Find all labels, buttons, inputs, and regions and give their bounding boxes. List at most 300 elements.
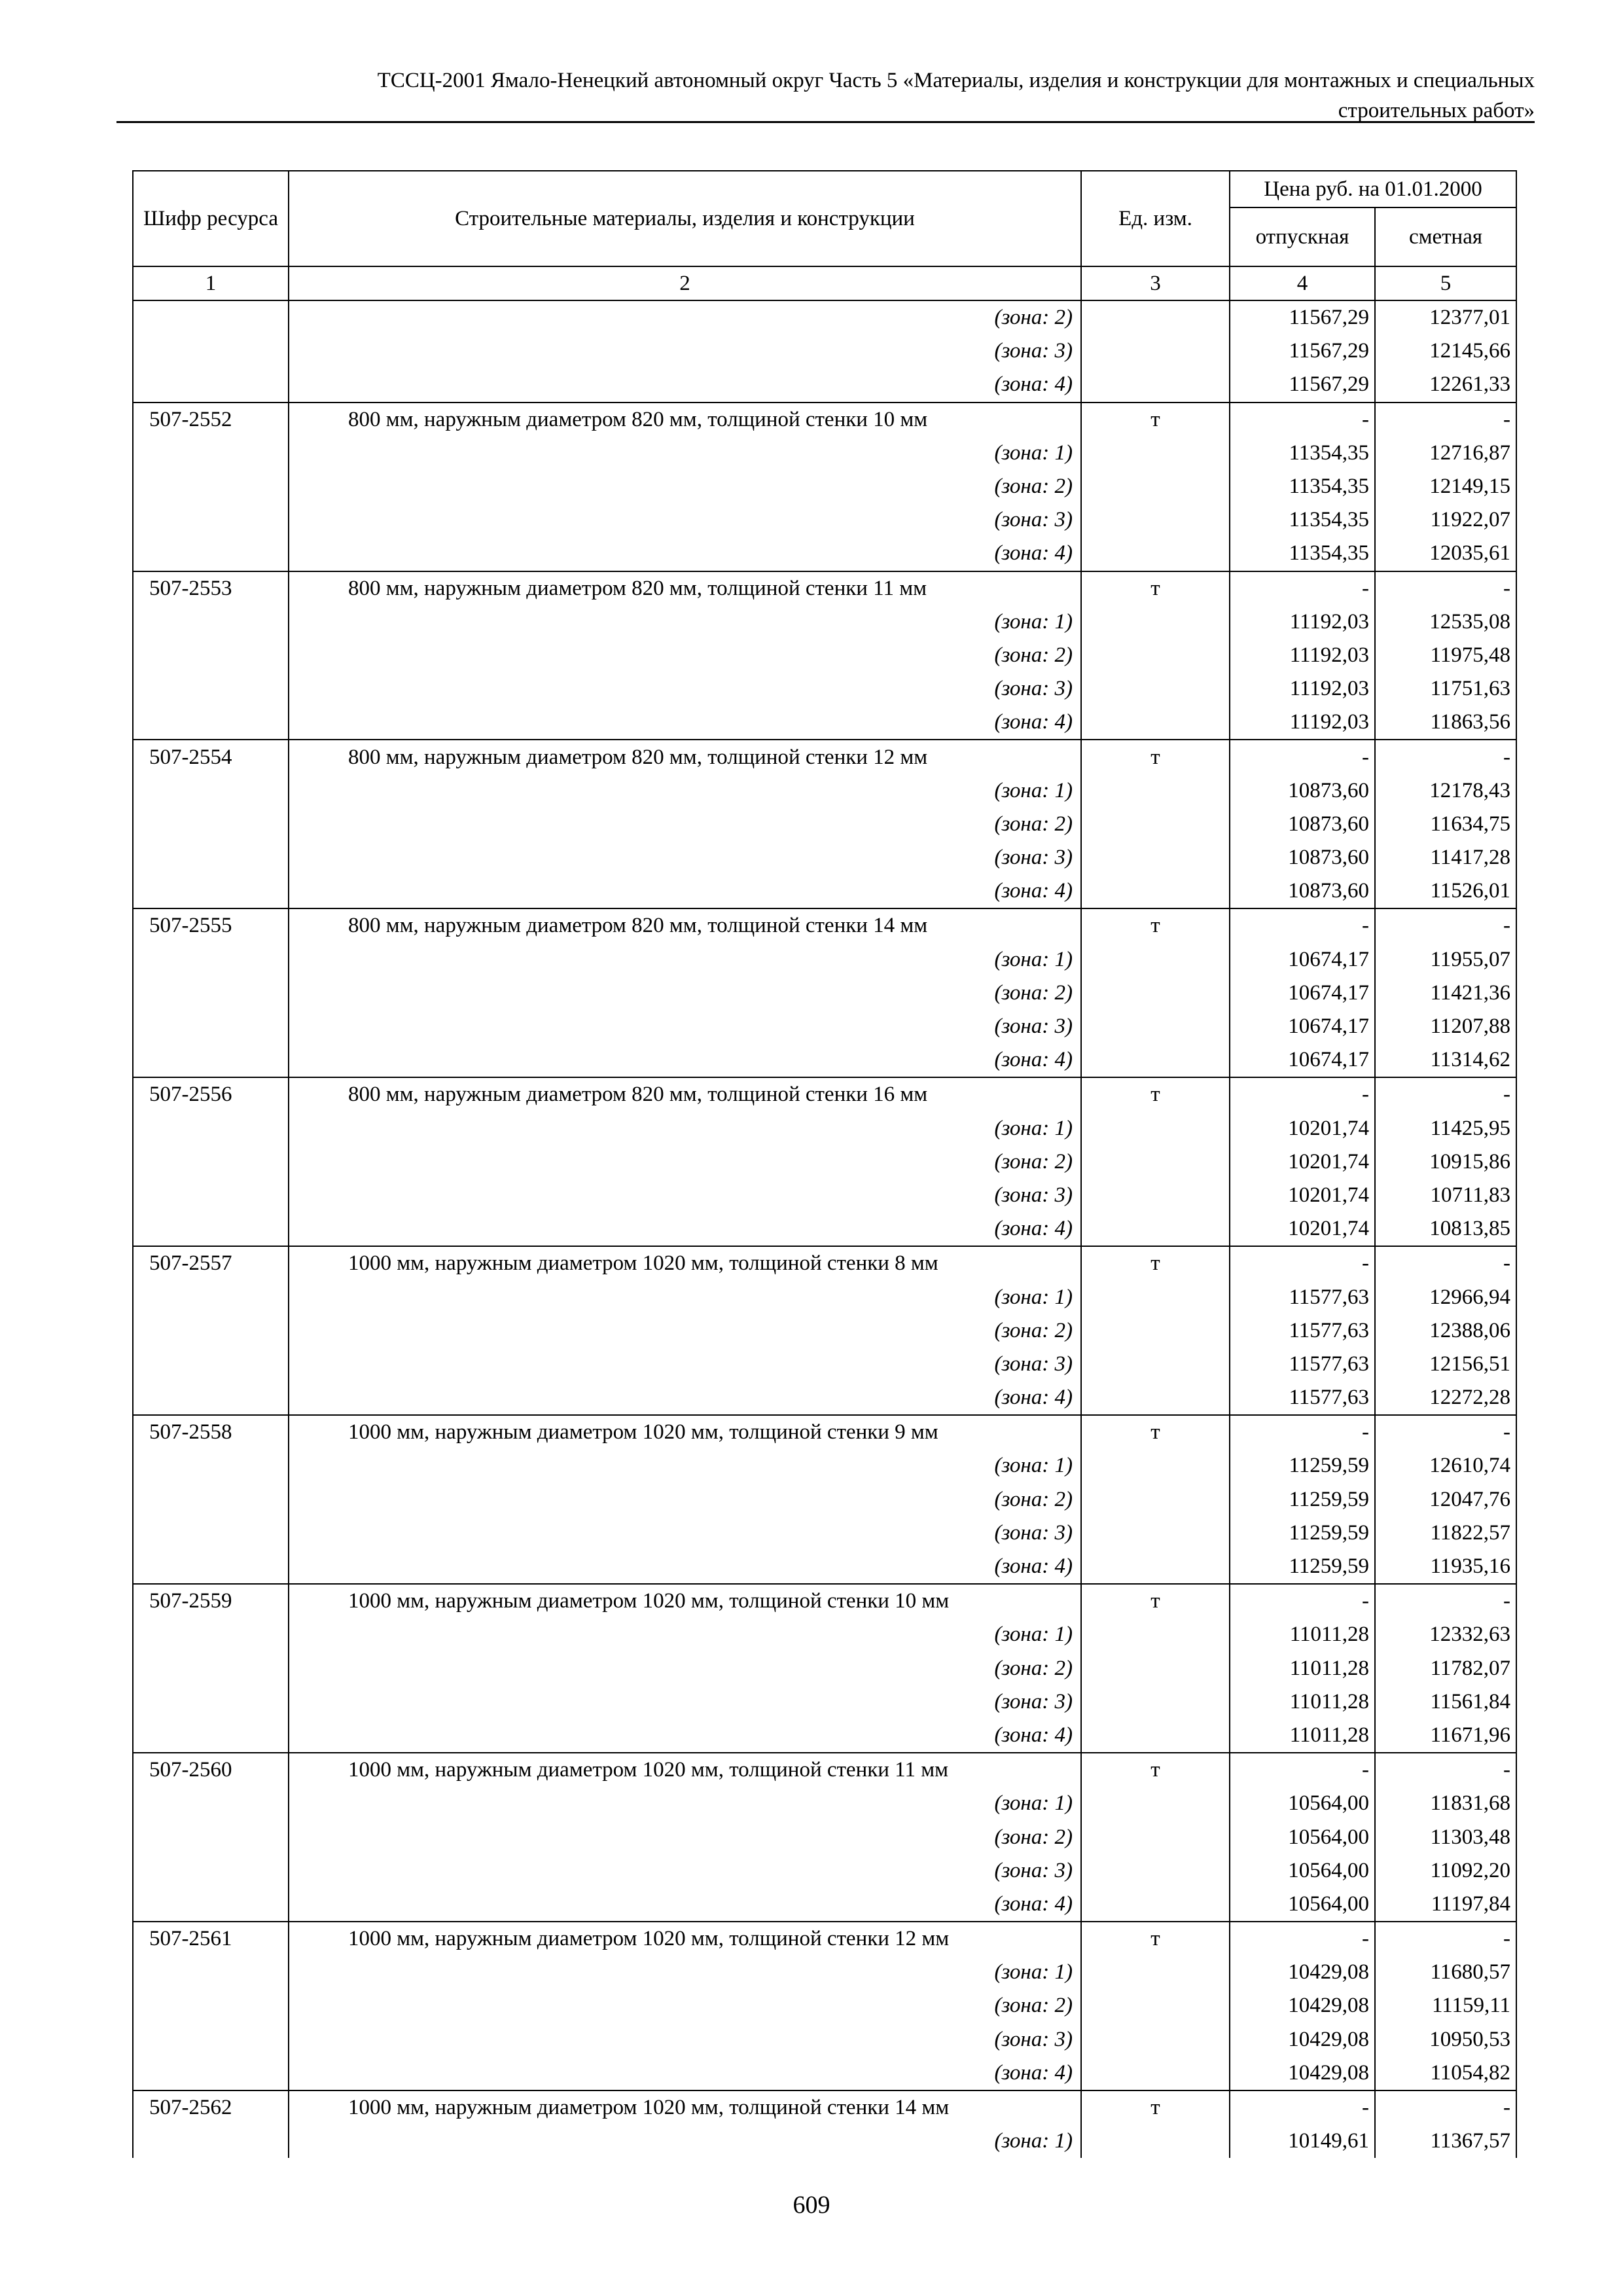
zone-row [133, 1854, 1516, 1888]
zone-cell: (зона: 1) [289, 1618, 1081, 1651]
code-cell [133, 1719, 289, 1753]
zone-cell: (зона: 3) [289, 1516, 1081, 1550]
resource-code-cell: 507-2560 [133, 1753, 289, 1787]
estimate-price-cell: 12261,33 [1375, 368, 1516, 402]
unit-cell: т [1081, 1077, 1230, 1111]
zone-cell: (зона: 4) [289, 1888, 1081, 1922]
material-name-cell: 800 мм, наружным диаметром 820 мм, толщиной стенки 12 мм [289, 740, 1081, 774]
code-cell [133, 1280, 289, 1314]
estimate-price-cell: 12035,61 [1375, 537, 1516, 571]
estimate-price-cell: 12178,43 [1375, 774, 1516, 808]
col-number-3: 3 [1081, 266, 1230, 300]
estimate-price-cell: - [1375, 1077, 1516, 1111]
code-cell [133, 1956, 289, 1989]
estimate-price-cell: 11822,57 [1375, 1516, 1516, 1550]
estimate-price-cell: 12388,06 [1375, 1314, 1516, 1348]
estimate-price-cell: 11303,48 [1375, 1820, 1516, 1854]
estimate-price-cell: 12047,76 [1375, 1483, 1516, 1516]
release-price-cell: 11354,35 [1230, 503, 1375, 537]
release-price-cell: 11192,03 [1230, 672, 1375, 706]
zone-cell: (зона: 3) [289, 841, 1081, 874]
estimate-price-cell: 11421,36 [1375, 977, 1516, 1010]
unit-cell [1081, 1719, 1230, 1753]
table-row [133, 403, 1516, 437]
unit-cell [1081, 300, 1230, 334]
zone-row [133, 1719, 1516, 1753]
zone-row [133, 2125, 1516, 2158]
code-cell [133, 1685, 289, 1719]
zone-cell: (зона: 2) [289, 1314, 1081, 1348]
code-cell [133, 1550, 289, 1584]
col-header-release: отпускная [1230, 207, 1375, 266]
zone-row [133, 1314, 1516, 1348]
release-price-cell: 11192,03 [1230, 605, 1375, 639]
unit-cell [1081, 1888, 1230, 1922]
estimate-price-cell: 11314,62 [1375, 1043, 1516, 1077]
unit-cell [1081, 1112, 1230, 1145]
estimate-price-cell: - [1375, 1584, 1516, 1618]
unit-cell [1081, 977, 1230, 1010]
resource-code-cell: 507-2562 [133, 2090, 289, 2125]
table-row [133, 1415, 1516, 1449]
table-row [133, 2090, 1516, 2125]
unit-cell: т [1081, 1415, 1230, 1449]
unit-cell [1081, 874, 1230, 908]
unit-cell [1081, 1348, 1230, 1381]
code-cell [133, 1449, 289, 1482]
estimate-price-cell: - [1375, 2090, 1516, 2125]
release-price-cell: - [1230, 1922, 1375, 1956]
col-number-4: 4 [1230, 266, 1375, 300]
unit-cell [1081, 1179, 1230, 1212]
code-cell [133, 1212, 289, 1246]
release-price-cell: - [1230, 1584, 1375, 1618]
code-cell [133, 1179, 289, 1212]
zone-cell: (зона: 1) [289, 1449, 1081, 1482]
estimate-price-cell: 12149,15 [1375, 470, 1516, 503]
zone-row [133, 2023, 1516, 2056]
col-number-1: 1 [133, 266, 289, 300]
unit-cell: т [1081, 1584, 1230, 1618]
zone-row [133, 1212, 1516, 1246]
zone-cell: (зона: 1) [289, 1280, 1081, 1314]
zone-cell: (зона: 3) [289, 1854, 1081, 1888]
zone-row [133, 1179, 1516, 1212]
material-name-cell: 1000 мм, наружным диаметром 1020 мм, толщиной стенки 10 мм [289, 1584, 1081, 1618]
table-body [133, 300, 1516, 2158]
estimate-price-cell: 10813,85 [1375, 1212, 1516, 1246]
zone-cell: (зона: 4) [289, 1212, 1081, 1246]
release-price-cell: 11354,35 [1230, 437, 1375, 470]
estimate-price-cell: - [1375, 1415, 1516, 1449]
zone-cell: (зона: 4) [289, 706, 1081, 740]
material-name-cell: 800 мм, наружным диаметром 820 мм, толщиной стенки 16 мм [289, 1077, 1081, 1111]
resource-code-cell: 507-2552 [133, 403, 289, 437]
zone-cell: (зона: 4) [289, 1043, 1081, 1077]
code-cell [133, 1043, 289, 1077]
estimate-price-cell: 11782,07 [1375, 1652, 1516, 1685]
release-price-cell: 11567,29 [1230, 368, 1375, 402]
zone-cell: (зона: 2) [289, 1989, 1081, 2022]
estimate-price-cell: 12535,08 [1375, 605, 1516, 639]
release-price-cell: 10564,00 [1230, 1888, 1375, 1922]
zone-row [133, 706, 1516, 740]
code-cell [133, 672, 289, 706]
release-price-cell: - [1230, 2090, 1375, 2125]
material-name-cell: 1000 мм, наружным диаметром 1020 мм, толщиной стенки 12 мм [289, 1922, 1081, 1956]
release-price-cell: - [1230, 1246, 1375, 1280]
zone-row [133, 672, 1516, 706]
zone-cell: (зона: 3) [289, 503, 1081, 537]
unit-cell [1081, 334, 1230, 368]
code-cell [133, 874, 289, 908]
code-cell [133, 808, 289, 841]
release-price-cell: 10201,74 [1230, 1112, 1375, 1145]
zone-row [133, 2056, 1516, 2090]
estimate-price-cell: 10711,83 [1375, 1179, 1516, 1212]
zone-cell: (зона: 3) [289, 2023, 1081, 2056]
zone-cell: (зона: 2) [289, 808, 1081, 841]
zone-row [133, 470, 1516, 503]
zone-cell: (зона: 4) [289, 2056, 1081, 2090]
zone-cell: (зона: 1) [289, 437, 1081, 470]
zone-row [133, 503, 1516, 537]
zone-row [133, 437, 1516, 470]
code-cell [133, 841, 289, 874]
release-price-cell: 11011,28 [1230, 1618, 1375, 1651]
unit-cell: т [1081, 2090, 1230, 2125]
release-price-cell: 10873,60 [1230, 808, 1375, 841]
release-price-cell: 11011,28 [1230, 1652, 1375, 1685]
estimate-price-cell: 12966,94 [1375, 1280, 1516, 1314]
zone-cell: (зона: 3) [289, 1179, 1081, 1212]
release-price-cell: 10873,60 [1230, 774, 1375, 808]
zone-cell: (зона: 3) [289, 672, 1081, 706]
table-row [133, 1753, 1516, 1787]
zone-cell: (зона: 2) [289, 1483, 1081, 1516]
zone-row [133, 1280, 1516, 1314]
release-price-cell: 11011,28 [1230, 1685, 1375, 1719]
estimate-price-cell: 12145,66 [1375, 334, 1516, 368]
table-row [133, 908, 1516, 942]
zone-row [133, 1483, 1516, 1516]
release-price-cell: 10873,60 [1230, 874, 1375, 908]
zone-row [133, 1820, 1516, 1854]
zone-row [133, 943, 1516, 977]
release-price-cell: 10429,08 [1230, 1956, 1375, 1989]
unit-cell [1081, 1381, 1230, 1415]
release-price-cell: 11259,59 [1230, 1516, 1375, 1550]
estimate-price-cell: 11975,48 [1375, 639, 1516, 672]
estimate-price-cell: - [1375, 740, 1516, 774]
zone-cell: (зона: 2) [289, 300, 1081, 334]
code-cell [133, 639, 289, 672]
resource-code-cell: 507-2557 [133, 1246, 289, 1280]
code-cell [133, 1010, 289, 1043]
unit-cell: т [1081, 1922, 1230, 1956]
estimate-price-cell: 12272,28 [1375, 1381, 1516, 1415]
unit-cell [1081, 537, 1230, 571]
page-header [118, 65, 1535, 126]
zone-row [133, 874, 1516, 908]
page-number: 609 [793, 2191, 830, 2219]
zone-cell: (зона: 3) [289, 1685, 1081, 1719]
estimate-price-cell: 10950,53 [1375, 2023, 1516, 2056]
code-cell [133, 605, 289, 639]
unit-cell [1081, 2056, 1230, 2090]
unit-cell [1081, 605, 1230, 639]
unit-cell [1081, 2125, 1230, 2158]
header-title-line1: ТССЦ-2001 Ямало-Ненецкий автономный округ Часть 5 «Материалы, изделия и конструкции для монтажных и специальных [377, 69, 1535, 92]
unit-cell [1081, 1685, 1230, 1719]
table-row [133, 1077, 1516, 1111]
unit-cell [1081, 774, 1230, 808]
unit-cell [1081, 1652, 1230, 1685]
zone-cell: (зона: 2) [289, 1145, 1081, 1179]
zone-cell: (зона: 1) [289, 605, 1081, 639]
code-cell [133, 2023, 289, 2056]
unit-cell [1081, 1212, 1230, 1246]
estimate-price-cell: - [1375, 1922, 1516, 1956]
table-row [133, 571, 1516, 605]
resource-code-cell: 507-2558 [133, 1415, 289, 1449]
release-price-cell: 11011,28 [1230, 1719, 1375, 1753]
zone-row [133, 977, 1516, 1010]
zone-row [133, 841, 1516, 874]
unit-cell [1081, 706, 1230, 740]
zone-row [133, 537, 1516, 571]
col-header-code: Шифр ресурса [133, 171, 289, 266]
release-price-cell: 10674,17 [1230, 1043, 1375, 1077]
code-cell [133, 470, 289, 503]
zone-cell: (зона: 3) [289, 334, 1081, 368]
zone-cell: (зона: 4) [289, 1719, 1081, 1753]
unit-cell [1081, 1145, 1230, 1179]
zone-cell: (зона: 2) [289, 1820, 1081, 1854]
code-cell [133, 1381, 289, 1415]
estimate-price-cell: 11207,88 [1375, 1010, 1516, 1043]
release-price-cell: - [1230, 1415, 1375, 1449]
code-cell [133, 774, 289, 808]
release-price-cell: 10429,08 [1230, 2056, 1375, 2090]
code-cell [133, 2125, 289, 2158]
table-header [133, 171, 1516, 300]
code-cell [133, 1483, 289, 1516]
unit-cell [1081, 639, 1230, 672]
estimate-price-cell: 11671,96 [1375, 1719, 1516, 1753]
estimate-price-cell: 11634,75 [1375, 808, 1516, 841]
code-cell [133, 1989, 289, 2022]
estimate-price-cell: 11831,68 [1375, 1787, 1516, 1820]
unit-cell [1081, 368, 1230, 402]
release-price-cell: 11259,59 [1230, 1449, 1375, 1482]
zone-cell: (зона: 4) [289, 1550, 1081, 1584]
zone-cell: (зона: 4) [289, 1381, 1081, 1415]
release-price-cell: 10674,17 [1230, 1010, 1375, 1043]
code-cell [133, 537, 289, 571]
estimate-price-cell: 11680,57 [1375, 1956, 1516, 1989]
code-cell [133, 1888, 289, 1922]
release-price-cell: 11577,63 [1230, 1280, 1375, 1314]
release-price-cell: 11577,63 [1230, 1381, 1375, 1415]
zone-cell: (зона: 1) [289, 1112, 1081, 1145]
material-name-cell: 1000 мм, наружным диаметром 1020 мм, толщиной стенки 9 мм [289, 1415, 1081, 1449]
release-price-cell: 11259,59 [1230, 1483, 1375, 1516]
zone-cell: (зона: 2) [289, 639, 1081, 672]
unit-cell [1081, 1043, 1230, 1077]
zone-row [133, 1989, 1516, 2022]
code-cell [133, 503, 289, 537]
unit-cell [1081, 1516, 1230, 1550]
price-table [132, 170, 1517, 2158]
estimate-price-cell: 11863,56 [1375, 706, 1516, 740]
release-price-cell: 10674,17 [1230, 977, 1375, 1010]
zone-row [133, 1888, 1516, 1922]
unit-cell [1081, 1618, 1230, 1651]
unit-cell [1081, 1010, 1230, 1043]
zone-row [133, 1618, 1516, 1651]
unit-cell [1081, 943, 1230, 977]
estimate-price-cell: 11955,07 [1375, 943, 1516, 977]
release-price-cell: 11577,63 [1230, 1348, 1375, 1381]
estimate-price-cell: - [1375, 908, 1516, 942]
unit-cell [1081, 2023, 1230, 2056]
release-price-cell: 10201,74 [1230, 1145, 1375, 1179]
estimate-price-cell: 11197,84 [1375, 1888, 1516, 1922]
unit-cell [1081, 437, 1230, 470]
code-cell [133, 1787, 289, 1820]
resource-code-cell: 507-2553 [133, 571, 289, 605]
release-price-cell: 10429,08 [1230, 2023, 1375, 2056]
zone-row [133, 1010, 1516, 1043]
release-price-cell: 10564,00 [1230, 1787, 1375, 1820]
release-price-cell: - [1230, 1077, 1375, 1111]
header-divider [116, 121, 1535, 123]
estimate-price-cell: - [1375, 1246, 1516, 1280]
zone-cell: (зона: 1) [289, 2125, 1081, 2158]
zone-cell: (зона: 4) [289, 874, 1081, 908]
material-name-cell: 800 мм, наружным диаметром 820 мм, толщиной стенки 14 мм [289, 908, 1081, 942]
zone-row [133, 1787, 1516, 1820]
resource-code-cell: 507-2559 [133, 1584, 289, 1618]
zone-row [133, 1652, 1516, 1685]
code-cell [133, 1145, 289, 1179]
release-price-cell: 10564,00 [1230, 1820, 1375, 1854]
estimate-price-cell: 12716,87 [1375, 437, 1516, 470]
material-name-cell: 1000 мм, наружным диаметром 1020 мм, толщиной стенки 14 мм [289, 2090, 1081, 2125]
material-name-cell: 800 мм, наружным диаметром 820 мм, толщиной стенки 11 мм [289, 571, 1081, 605]
unit-cell [1081, 1820, 1230, 1854]
code-cell [133, 437, 289, 470]
estimate-price-cell: 12377,01 [1375, 300, 1516, 334]
table-row [133, 1246, 1516, 1280]
unit-cell [1081, 1314, 1230, 1348]
code-cell [133, 1348, 289, 1381]
unit-cell [1081, 1280, 1230, 1314]
unit-cell [1081, 1483, 1230, 1516]
continuation-zone-row [133, 334, 1516, 368]
estimate-price-cell: 12610,74 [1375, 1449, 1516, 1482]
table-row [133, 1922, 1516, 1956]
release-price-cell: 11567,29 [1230, 334, 1375, 368]
material-name-cell: 1000 мм, наружным диаметром 1020 мм, толщиной стенки 11 мм [289, 1753, 1081, 1787]
release-price-cell: - [1230, 1753, 1375, 1787]
unit-cell [1081, 1854, 1230, 1888]
code-cell [133, 1820, 289, 1854]
estimate-price-cell: 11092,20 [1375, 1854, 1516, 1888]
estimate-price-cell: 11367,57 [1375, 2125, 1516, 2158]
material-name-cell: 1000 мм, наружным диаметром 1020 мм, толщиной стенки 8 мм [289, 1246, 1081, 1280]
release-price-cell: 11192,03 [1230, 639, 1375, 672]
estimate-price-cell: 11751,63 [1375, 672, 1516, 706]
table-row [133, 1584, 1516, 1618]
continuation-zone-row [133, 368, 1516, 402]
table-row [133, 740, 1516, 774]
unit-cell [1081, 841, 1230, 874]
continuation-zone-row [133, 300, 1516, 334]
release-price-cell: 10201,74 [1230, 1179, 1375, 1212]
estimate-price-cell: 11935,16 [1375, 1550, 1516, 1584]
col-number-5: 5 [1375, 266, 1516, 300]
zone-row [133, 1043, 1516, 1077]
zone-cell: (зона: 1) [289, 774, 1081, 808]
zone-cell: (зона: 2) [289, 470, 1081, 503]
release-price-cell: - [1230, 403, 1375, 437]
estimate-price-cell: 11561,84 [1375, 1685, 1516, 1719]
release-price-cell: 11354,35 [1230, 470, 1375, 503]
release-price-cell: - [1230, 908, 1375, 942]
unit-cell: т [1081, 908, 1230, 942]
unit-cell [1081, 1989, 1230, 2022]
zone-row [133, 808, 1516, 841]
zone-cell: (зона: 1) [289, 1787, 1081, 1820]
estimate-price-cell: 11425,95 [1375, 1112, 1516, 1145]
col-header-unit: Ед. изм. [1081, 171, 1230, 266]
zone-row [133, 1685, 1516, 1719]
code-cell [133, 334, 289, 368]
release-price-cell: 10429,08 [1230, 1989, 1375, 2022]
release-price-cell: 11259,59 [1230, 1550, 1375, 1584]
col-header-estimate: сметная [1375, 207, 1516, 266]
release-price-cell: 10873,60 [1230, 841, 1375, 874]
zone-cell: (зона: 1) [289, 943, 1081, 977]
unit-cell: т [1081, 1246, 1230, 1280]
unit-cell [1081, 672, 1230, 706]
release-price-cell: - [1230, 571, 1375, 605]
zone-row [133, 1449, 1516, 1482]
release-price-cell: 11567,29 [1230, 300, 1375, 334]
estimate-price-cell: 10915,86 [1375, 1145, 1516, 1179]
zone-row [133, 1348, 1516, 1381]
zone-row [133, 1112, 1516, 1145]
release-price-cell: 10674,17 [1230, 943, 1375, 977]
unit-cell [1081, 1956, 1230, 1989]
code-cell [133, 368, 289, 402]
header-title-line2: строительных работ» [1338, 99, 1535, 122]
code-cell [133, 300, 289, 334]
zone-row [133, 639, 1516, 672]
unit-cell [1081, 1787, 1230, 1820]
release-price-cell: 10201,74 [1230, 1212, 1375, 1246]
code-cell [133, 706, 289, 740]
code-cell [133, 1618, 289, 1651]
release-price-cell: 10564,00 [1230, 1854, 1375, 1888]
zone-cell: (зона: 3) [289, 1010, 1081, 1043]
estimate-price-cell: 11526,01 [1375, 874, 1516, 908]
resource-code-cell: 507-2556 [133, 1077, 289, 1111]
unit-cell: т [1081, 403, 1230, 437]
code-cell [133, 943, 289, 977]
